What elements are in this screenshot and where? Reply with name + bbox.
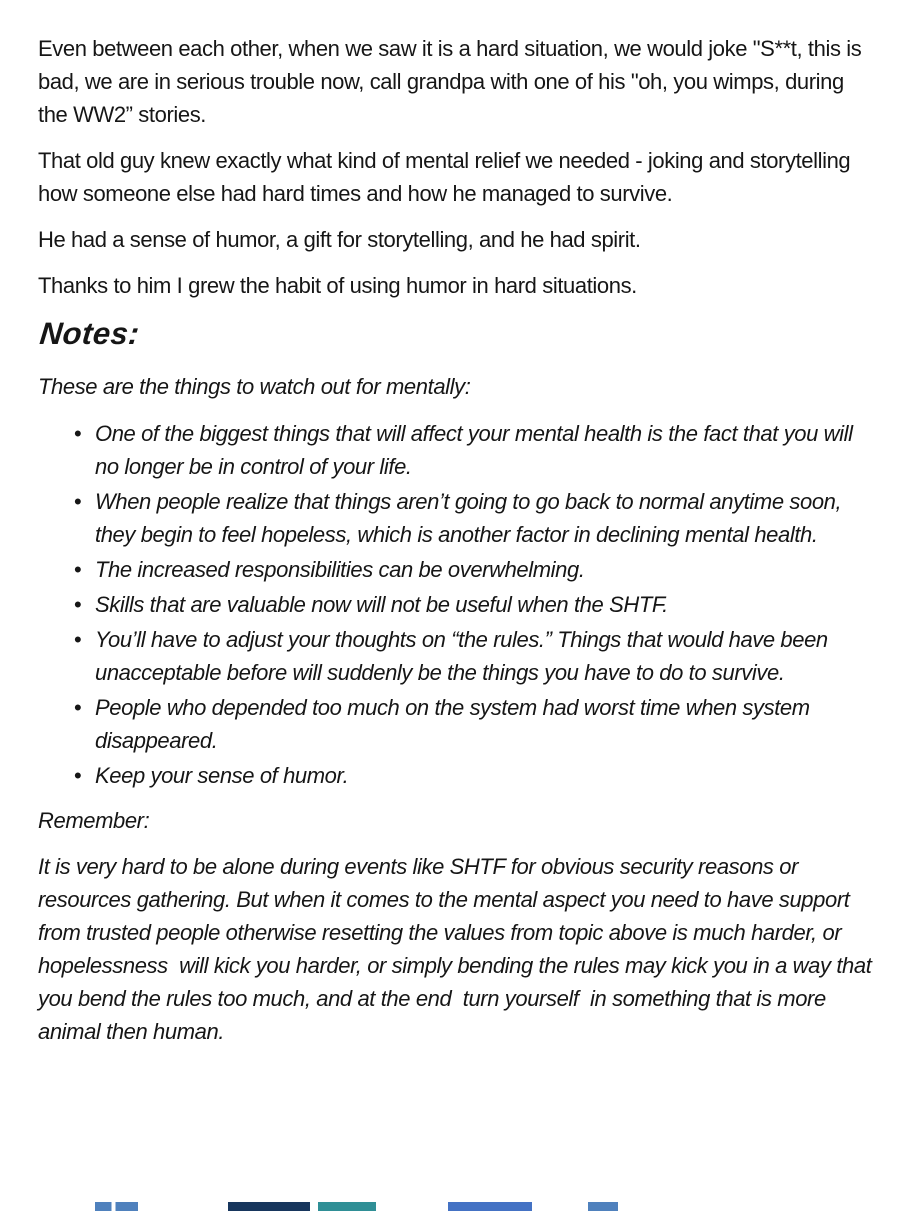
paragraph-sense-of-humor: He had a sense of humor, a gift for storytelling, and he had spirit. bbox=[38, 227, 641, 252]
cutoff-image-thumbnail bbox=[318, 1202, 376, 1211]
bullet-item-system: • People who depended too much on the system had worst time when system disappeared. bbox=[74, 691, 878, 757]
bullet-item-humor: • Keep your sense of humor. bbox=[74, 759, 878, 792]
cutoff-image-thumbnail bbox=[228, 1202, 310, 1211]
paragraph-thanks: Thanks to him I grew the habit of using humor in hard situations. bbox=[38, 273, 637, 298]
bullet-item-control: • One of the biggest things that will affect your mental health is the fact that you will no longer be in control of your life. bbox=[74, 417, 878, 483]
bullet-item-skills: • Skills that are valuable now will not be useful when the SHTF. bbox=[74, 588, 878, 621]
cutoff-image-thumbnail bbox=[588, 1202, 618, 1211]
notes-intro: These are the things to watch out for mentally: bbox=[38, 374, 471, 399]
cutoff-image-thumbnail bbox=[95, 1202, 138, 1211]
notes-bullet-list bbox=[38, 417, 878, 792]
remember-label: Remember: bbox=[38, 808, 150, 833]
bullet-item-rules: • You’ll have to adjust your thoughts on “the rules.” Things that would have been unacceptable before will suddenly be the things you have to do to survive. bbox=[74, 623, 878, 689]
bullet-item-responsibilities: • The increased responsibilities can be overwhelming. bbox=[74, 553, 878, 586]
paragraph-grandpa-joke: Even between each other, when we saw it is a hard situation, we would joke "S**t, this is bad, we are in serious trouble now, call grandpa with one of his "oh, you wimps, during the WW2” stories. bbox=[38, 36, 868, 127]
notes-heading: Notes: bbox=[38, 316, 142, 351]
paragraph-mental-relief: That old guy knew exactly what kind of mental relief we needed - joking and storytelling how someone else had hard times and how he managed to survive. bbox=[38, 148, 856, 206]
remember-text: It is very hard to be alone during events like SHTF for obvious security reasons or resources gathering. But when it comes to the mental aspect you need to have support from trusted people otherwise resetting the values from topic above is much harder, or hopelessness will kick you harder, or simply bending the rules may kick you in a way that you bend the rules too much, and at the end turn yourself in something that is more animal then human. bbox=[38, 854, 878, 1044]
bullet-item-hopeless: • When people realize that things aren’t going to go back to normal anytime soon, they begin to feel hopeless, which is another factor in declining mental health. bbox=[74, 485, 878, 551]
cutoff-thumbnails-row bbox=[0, 1202, 920, 1211]
cutoff-image-thumbnail bbox=[448, 1202, 532, 1211]
